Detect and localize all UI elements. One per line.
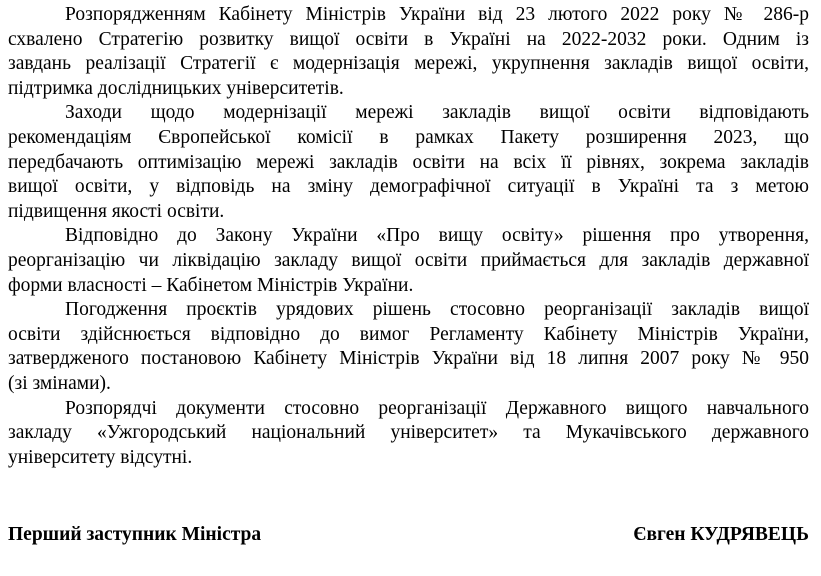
paragraph bbox=[8, 298, 809, 396]
text-line: схвалено Стратегію розвитку вищої освіти в Україні на 2022-2032 роки. Одним із bbox=[8, 28, 809, 50]
paragraph bbox=[8, 3, 809, 101]
text-line: передбачають оптимізацію мережі закладів освіти на всіх її рівнях, зокрема закладів bbox=[8, 151, 809, 173]
paragraph bbox=[8, 101, 809, 224]
text-line: підтримка дослідницьких університетів. bbox=[8, 77, 344, 99]
paragraph bbox=[8, 224, 809, 298]
text-line: Розпорядженням Кабінету Міністрів України від 23 лютого 2022 року № 286-р bbox=[65, 4, 809, 25]
text-line: Розпорядчі документи стосовно реорганізації Державного вищого навчального bbox=[65, 397, 809, 419]
text-line: Заходи щодо модернізації мережі закладів вищої освіти відповідають bbox=[65, 102, 809, 124]
text-line: затвердженого постановою Кабінету Міністрів України від 18 липня 2007 року № 950 bbox=[8, 348, 809, 370]
text-line: Погодження проєктів урядових рішень стосовно реорганізації закладів вищої bbox=[65, 299, 809, 321]
signatory-position: Перший заступник Міністра bbox=[8, 524, 262, 545]
text-line: університету відсутні. bbox=[8, 446, 193, 468]
paragraph bbox=[8, 397, 809, 471]
signature-block bbox=[8, 524, 809, 546]
text-line: вищої освіти, у відповідь на зміну демографічної ситуації в Україні та з метою bbox=[8, 176, 809, 198]
text-line: Відповідно до Закону України «Про вищу освіту» рішення про утворення, bbox=[65, 225, 809, 247]
document-body bbox=[8, 3, 809, 470]
text-line: форми власності – Кабінетом Міністрів України. bbox=[8, 274, 414, 296]
text-line: освіти здійснюється відповідно до вимог Регламенту Кабінету Міністрів України, bbox=[8, 323, 809, 345]
text-line: підвищення якості освіти. bbox=[8, 200, 225, 222]
text-line: рекомендаціям Європейської комісії в рамках Пакету розширення 2023, що bbox=[8, 126, 809, 148]
text-line: завдань реалізації Стратегії є модернізація мережі, укрупнення закладів вищої освіти, bbox=[8, 53, 809, 75]
text-line: реорганізацію чи ліквідацію закладу вищої освіти приймається для закладів державної bbox=[8, 249, 809, 271]
text-line: (зі змінами). bbox=[8, 372, 111, 394]
signatory-name: Євген КУДРЯВЕЦЬ bbox=[633, 524, 809, 545]
text-line: закладу «Ужгородський національний університет» та Мукачівського державного bbox=[8, 422, 809, 444]
